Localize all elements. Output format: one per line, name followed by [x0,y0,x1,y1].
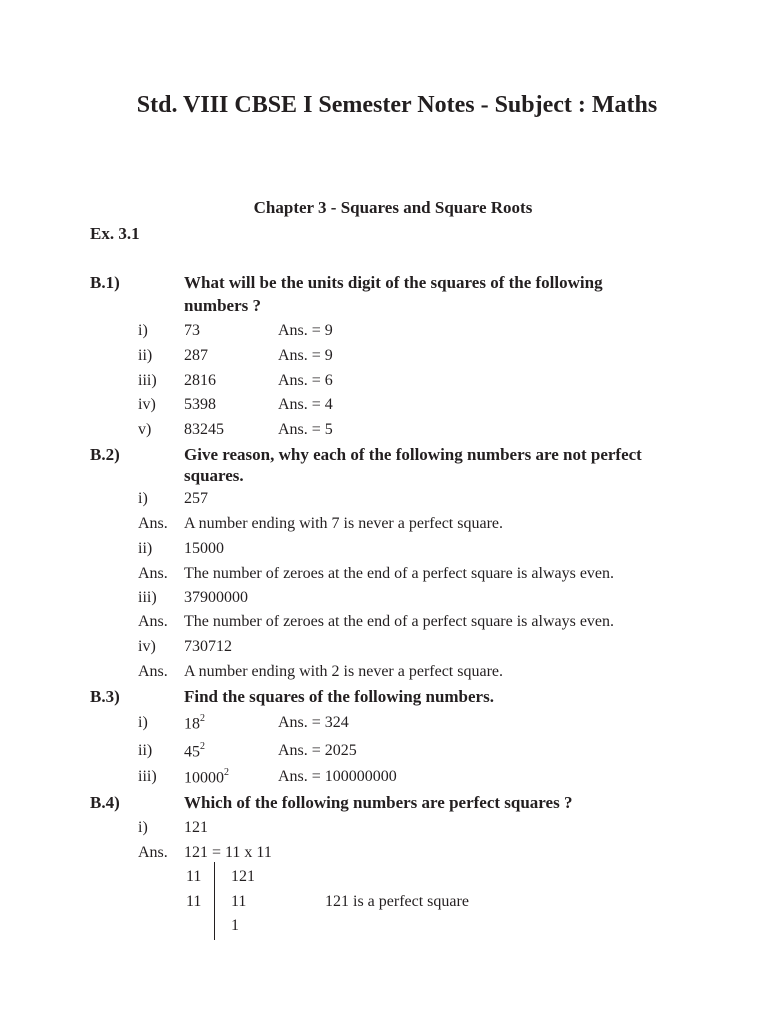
item-answer: Ans. = 324 [278,714,349,731]
item-number [184,714,205,733]
item-index: i) [138,490,148,507]
answer-text: The number of zeroes at the end of a perfect square is always even. [184,565,615,582]
item-index: iii) [138,372,157,389]
exercise-label: Ex. 3.1 [90,224,140,243]
item-number: 2816 [184,372,216,389]
item-index: ii) [138,347,153,364]
question-number: B.1) [90,273,120,292]
quotient: 1 [231,917,239,934]
answer-label: Ans. [138,515,168,532]
item-index: i) [138,714,148,731]
item-answer: Ans. = 5 [278,421,333,438]
item-index: iv) [138,638,156,655]
question-text: squares. [184,466,244,485]
divisor: 11 [186,893,202,910]
question-text: numbers ? [184,296,261,315]
question-number: B.2) [90,445,120,464]
question-text: What will be the units digit of the squares of the following [184,273,603,292]
item-index: ii) [138,540,153,557]
answer-label: Ans. [138,565,168,582]
answer-text: 121 = 11 x 11 [184,844,272,861]
item-index: ii) [138,742,153,759]
answer-text: A number ending with 7 is never a perfect square. [184,515,504,532]
item-index: i) [138,322,148,339]
exponent: 2 [200,741,205,752]
question-text: Find the squares of the following numbers. [184,687,494,706]
divisor: 11 [186,868,202,885]
item-index: v) [138,421,152,438]
question-number: B.3) [90,687,120,706]
item-number: 15000 [184,540,224,557]
quotient: 11 [231,893,247,910]
answer-label: Ans. [138,844,168,861]
item-answer: Ans. = 9 [278,322,333,339]
question-text: Give reason, why each of the following numbers are not perfect [184,445,642,464]
item-number: 37900000 [184,589,248,606]
answer-text: A number ending with 2 is never a perfect square. [184,663,504,680]
answer-label: Ans. [138,663,168,680]
exponent: 2 [224,767,229,778]
item-answer: Ans. = 100000000 [278,768,397,785]
item-index: i) [138,819,148,836]
page-title: Std. VIII CBSE I Semester Notes - Subject : Maths [136,92,658,118]
chapter-heading: Chapter 3 - Squares and Square Roots [253,198,533,217]
answer-label: Ans. [138,613,168,630]
item-answer: Ans. = 6 [278,372,333,389]
item-number: 730712 [184,638,232,655]
item-number: 83245 [184,421,224,438]
item-index: iii) [138,589,157,606]
base: 18 [184,715,200,733]
item-number: 5398 [184,396,216,413]
item-index: iii) [138,768,157,785]
division-line [214,862,215,940]
item-number [184,742,205,761]
item-answer: Ans. = 4 [278,396,333,413]
answer-text: The number of zeroes at the end of a perfect square is always even. [184,613,615,630]
item-number [184,768,229,787]
item-number: 287 [184,347,208,364]
item-number: 257 [184,490,208,507]
item-answer: Ans. = 9 [278,347,333,364]
conclusion-text: 121 is a perfect square [325,893,469,910]
item-index: iv) [138,396,156,413]
item-number: 121 [184,819,208,836]
base: 45 [184,743,200,761]
quotient: 121 [231,868,255,885]
question-text: Which of the following numbers are perfect squares ? [184,793,573,812]
item-answer: Ans. = 2025 [278,742,357,759]
item-number: 73 [184,322,200,339]
question-number: B.4) [90,793,120,812]
base: 10000 [184,769,224,787]
exponent: 2 [200,713,205,724]
